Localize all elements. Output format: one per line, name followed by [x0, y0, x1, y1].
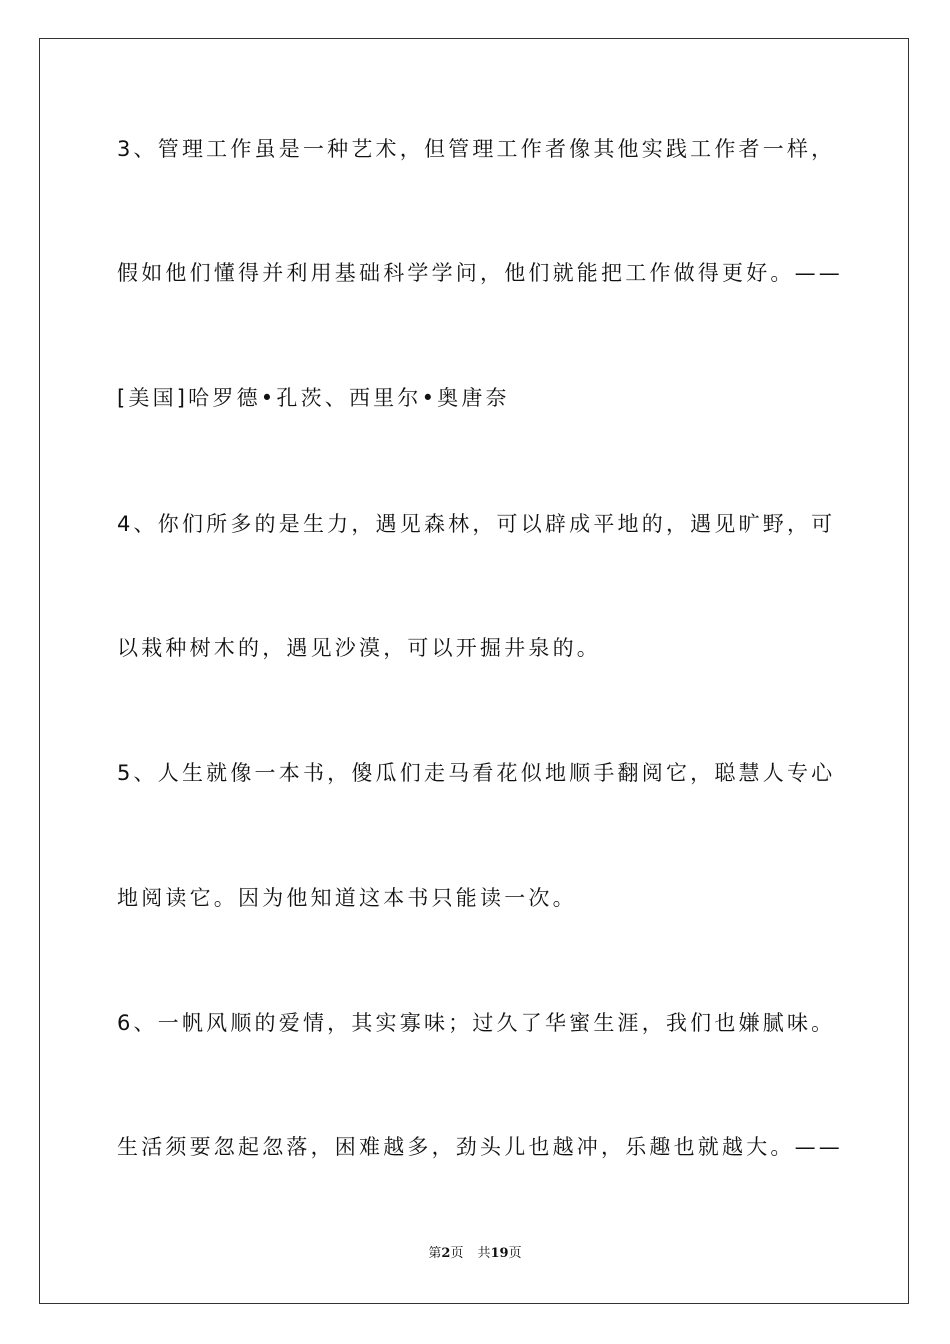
page-suffix: 页 — [450, 1246, 464, 1261]
text-line-4: 4、你们所多的是生力，遇见森林，可以辟成平地的，遇见旷野，可 — [117, 512, 836, 536]
text-line-2: 假如他们懂得并利用基础科学学问，他们就能把工作做得更好。—— — [117, 261, 843, 285]
page-footer — [0, 1245, 950, 1263]
total-suffix: 页 — [508, 1246, 522, 1261]
text-line-3: [美国]哈罗德•孔茨、西里尔•奥唐奈 — [117, 386, 510, 410]
text-line-9: 生活须要忽起忽落，困难越多，劲头儿也越冲，乐趣也就越大。—— — [117, 1135, 843, 1159]
text-line-7: 地阅读它。因为他知道这本书只能读一次。 — [117, 886, 577, 910]
page-border — [39, 38, 909, 1304]
page-prefix: 第 — [428, 1246, 442, 1261]
total-prefix: 共 — [477, 1246, 491, 1261]
page-number: 2 — [441, 1246, 451, 1261]
text-line-6: 5、人生就像一本书，傻瓜们走马看花似地顺手翻阅它，聪慧人专心 — [117, 761, 836, 785]
text-line-1: 3、管理工作虽是一种艺术，但管理工作者像其他实践工作者一样， — [117, 137, 836, 161]
total-pages: 19 — [490, 1246, 509, 1261]
text-line-5: 以栽种树木的，遇见沙漠，可以开掘井泉的。 — [117, 636, 601, 660]
text-line-8: 6、一帆风顺的爱情，其实寡味；过久了华蜜生涯，我们也嫌腻味。 — [117, 1011, 836, 1035]
